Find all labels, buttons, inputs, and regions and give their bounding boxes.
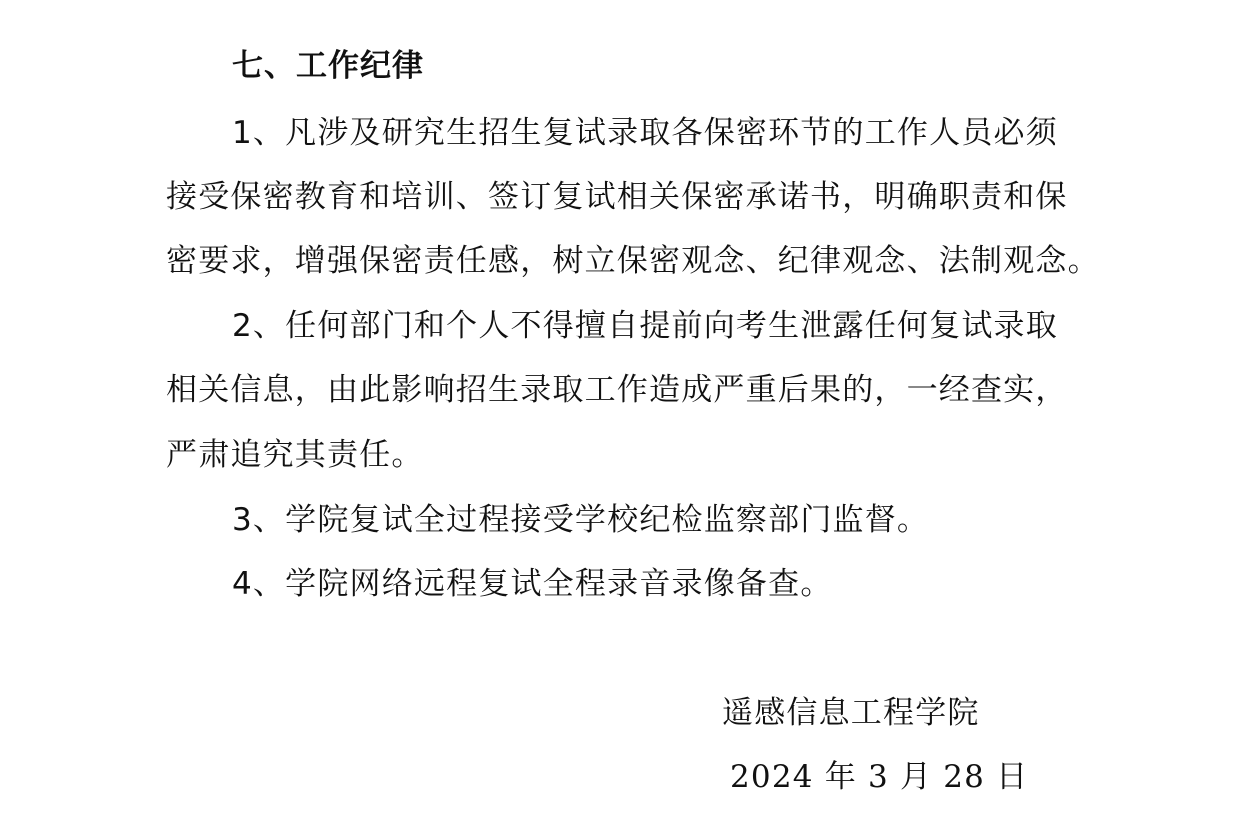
- paragraph-1-line-1: 1、凡涉及研究生招生复试录取各保密环节的工作人员必须: [232, 115, 1058, 151]
- paragraph-3-line-1: 3、学院复试全过程接受学校纪检监察部门监督。: [232, 502, 930, 538]
- paragraph-4-line-1: 4、学院网络远程复试全程录音录像备查。: [232, 566, 833, 602]
- section-heading: 七、工作纪律: [232, 48, 424, 84]
- paragraph-2-line-1: 2、任何部门和个人不得擅自提前向考生泄露任何复试录取: [232, 308, 1058, 344]
- signature-date: 2024 年 3 月 28 日: [730, 759, 1029, 795]
- paragraph-2-line-3: 严肃追究其责任。: [166, 437, 424, 473]
- paragraph-1-line-3: 密要求，增强保密责任感，树立保密观念、纪律观念、法制观念。: [166, 243, 1100, 279]
- paragraph-2-line-2: 相关信息，由此影响招生录取工作造成严重后果的，一经查实，: [166, 372, 1068, 408]
- paragraph-1-line-2: 接受保密教育和培训、签订复试相关保密承诺书，明确职责和保: [166, 179, 1068, 215]
- signature-organization: 遥感信息工程学院: [722, 695, 980, 731]
